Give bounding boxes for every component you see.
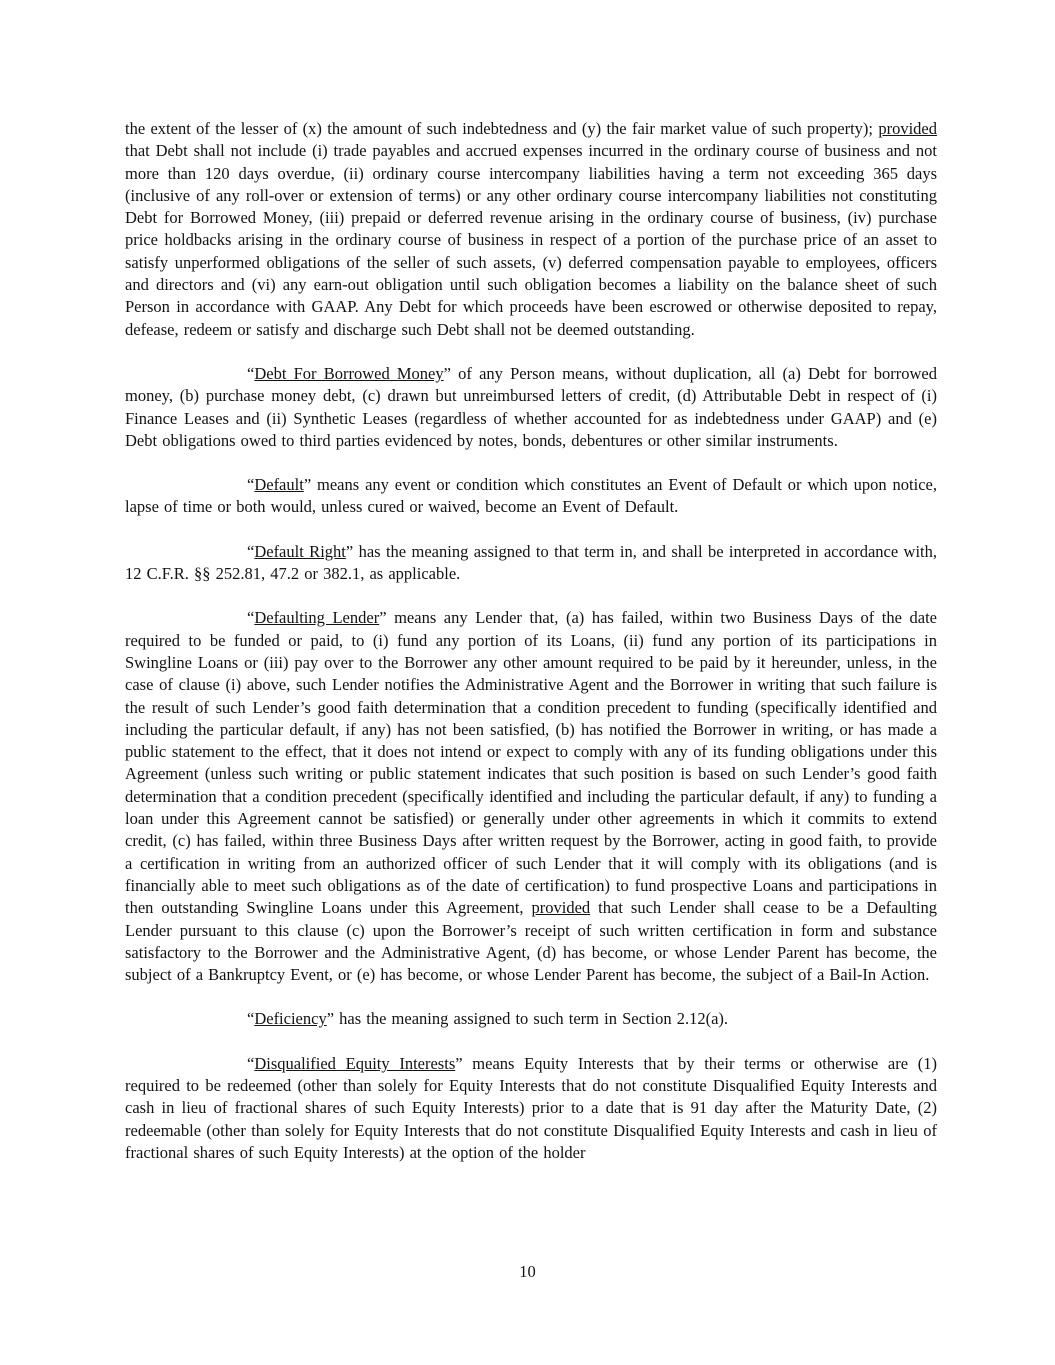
text-segment: ” means any event or condition which constitutes an Event of Default or which upon notice, lapse of time or both would, unless cured or waived, become an Event of Default. [125, 475, 937, 517]
paragraph [125, 607, 937, 986]
text-segment: “ [247, 475, 255, 495]
paragraph [125, 1053, 937, 1164]
text-segment: “ [247, 1009, 255, 1029]
defined-term: provided [878, 119, 937, 138]
text-segment: ” means any Lender that, (a) has failed, within two Business Days of the date required to be funded or paid, to (i) fund any portion of its Loans, (ii) fund any portion of its participations in Swingline Loans or (iii) pay over to the Borrower any other amount required to be paid by it hereunder, unless, in the case of clause (i) above, such Lender notifies the Administrative Agent and the Borrower in writing that such failure is the result of such Lender’s good faith determination that a condition precedent to funding (specifically identified and including the particular default, if any) has not been satisfied, (b) has notified the Borrower in writing, or has made a public statement to the effect, that it does not intend or expect to comply with any of its funding obligations under this Agreement (unless such writing or public statement indicates that such position is based on such Lender’s good faith determination that a condition precedent (specifically identified and including the particular default, if any) to funding a loan under this Agreement cannot be satisfied) or generally under other agreements in which it commits to extend credit, (c) has failed, within three Business Days after written request by the Borrower, acting in good faith, to provide a certification in writing from an authorized officer of such Lender that it will comply with its obligations (and is financially able to meet such obligations as of the date of certification) to fund prospective Loans and participations in then outstanding Swingline Loans under this Agreement, [125, 608, 937, 918]
text-segment: ” means Equity Interests that by their terms or otherwise are (1) required to be redeemed (other than solely for Equity Interests that do not constitute Disqualified Equity Interests and cash in lieu of fractional shares of such Equity Interests) prior to a date that is 91 day after the Maturity Date, (2) redeemable (other than solely for Equity Interests that do not constitute Disqualified Equity Interests and cash in lieu of fractional shares of such Equity Interests) at the option of the holder [125, 1053, 938, 1162]
defined-term: Default Right [254, 541, 346, 561]
defined-term: Default [254, 475, 304, 495]
text-segment: the extent of the lesser of (x) the amount of such indebtedness and (y) the fair market value of such property); [125, 119, 879, 138]
defined-term: provided [531, 898, 591, 918]
defined-term: Defaulting Lender [254, 608, 380, 628]
paragraph [125, 474, 937, 519]
text-segment: ” of any Person means, without duplication, all (a) Debt for borrowed money, (b) purchase money debt, (c) drawn but unreimbursed letters of credit, (d) Attributable Debt in respect of (i) Finance Leases and (ii) Synthetic Leases (regardless of whether accounted for as indebtedness under GAAP) and (e) Debt obligations owed to third parties evidenced by notes, bonds, debentures or other similar instruments. [125, 363, 937, 450]
text-segment: “ [247, 608, 255, 628]
paragraph [125, 118, 937, 341]
paragraph [125, 363, 937, 452]
text-segment: that such Lender shall cease to be a Defaulting Lender pursuant to this clause (c) upon the Borrower’s receipt of such written certification in form and substance satisfactory to the Borrower and the Administrative Agent, (d) has become, or whose Lender Parent has become, the subject of a Bankruptcy Event, or (e) has become, or whose Lender Parent has become, the subject of a Bail-In Action. [125, 898, 937, 985]
defined-term: Disqualified Equity Interests [254, 1053, 456, 1073]
text-segment: ” has the meaning assigned to such term in Section 2.12(a). [326, 1009, 729, 1029]
defined-term: Debt For Borrowed Money [254, 363, 444, 383]
defined-term: Deficiency [254, 1009, 327, 1029]
text-segment: ” has the meaning assigned to that term in, and shall be interpreted in accordance with, 12 C.F.R. §§ 252.81, 47.2 or 382.1, as applicable. [125, 541, 938, 584]
text-segment: “ [247, 363, 255, 383]
document-body [125, 118, 937, 1186]
paragraph [125, 1008, 937, 1030]
paragraph [125, 541, 937, 586]
page-number: 10 [519, 1262, 536, 1281]
text-segment: “ [247, 1053, 255, 1073]
text-segment: that Debt shall not include (i) trade payables and accrued expenses incurred in the ordinary course of business and not more than 120 days overdue, (ii) ordinary course intercompany liabilities having a term not exceeding 365 days (inclusive of any roll-over or extension of terms) or any other ordinary course intercompany liabilities not constituting Debt for Borrowed Money, (iii) prepaid or deferred revenue arising in the ordinary course of business, (iv) purchase price holdbacks arising in the ordinary course of business in respect of a portion of the purchase price of an asset to satisfy unperformed obligations of the seller of such assets, (v) deferred compensation payable to employees, officers and directors and (vi) any earn-out obligation until such obligation becomes a liability on the balance sheet of such Person in accordance with GAAP. Any Debt for which proceeds have been escrowed or otherwise deposited to repay, defease, redeem or satisfy and discharge such Debt shall not be deemed outstanding. [125, 141, 937, 339]
text-segment: “ [247, 541, 255, 561]
